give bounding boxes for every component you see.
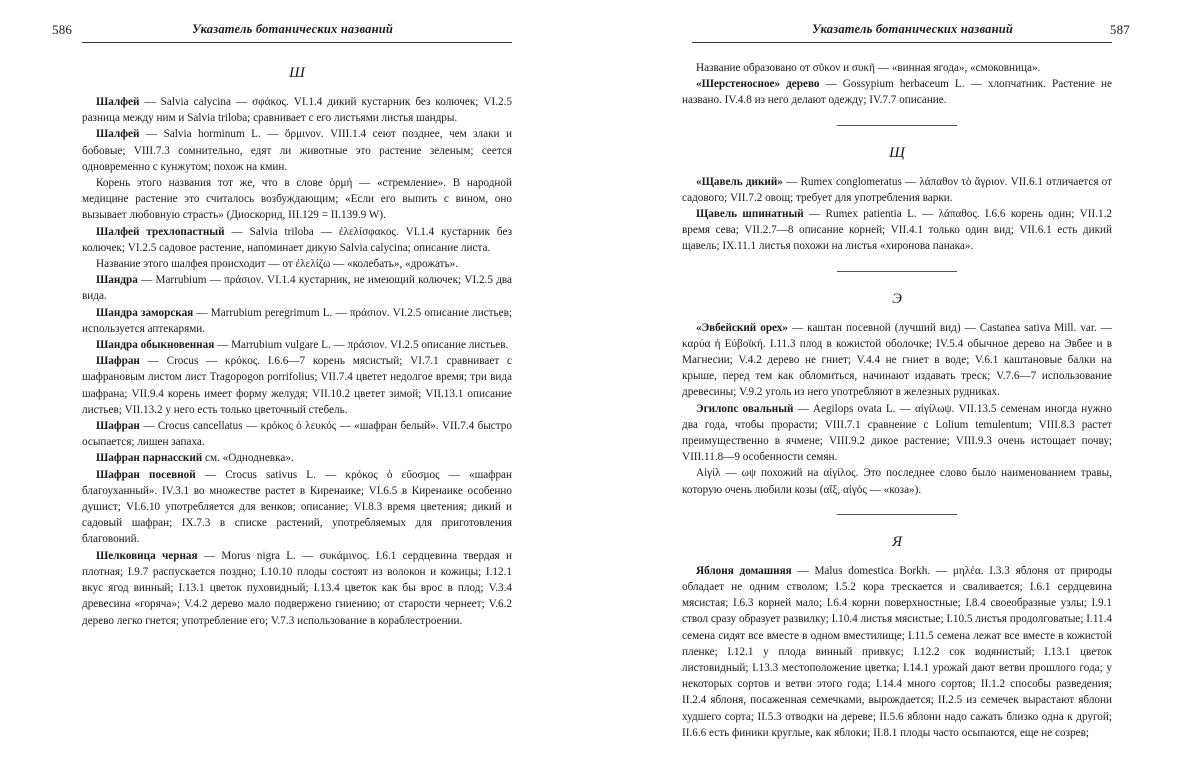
index-entry (682, 563, 1112, 741)
index-entry (682, 401, 1112, 466)
right-page (682, 0, 1130, 776)
entry-headword: Шалфей трехлопастный (96, 225, 225, 238)
entry-text: — Malus domestica Borkh. — μηλέα. I.3.3 яблоня от природы обладает не одним стволом; I.5.2 кора трескается и сваливается; I.6.1 сердцевина мясистая; I.6.3 корней мало; I.6.4 корни поверхностные; I.8.4 своеобразные узлы; I.9.1 ствол сразу образует развилку; I.10.4 листья мясистые; I.10.5 листья продолговатые; I.11.4 семена сидят все вместе в одном вместилище; I.11.5 семена лежат все вместе в кожистой пленке; I.12.1 у плода винный привкус; I.12.2 сок водянистый; I.13.1 цветок листовидный; I.13.3 местоположение цветка; I.14.1 урожай дают ветви прошлого года; у некоторых сортов и ветви этого года; I.14.4 много сортов; II.1.2 способы разведения; II.2.4 яблоня, посаженная семечками, вырождается; II.2.5 из семечек вырастают яблони худшего сорта; II.5.3 отводки на дереве; II.5.6 яблони надо сажать близко одна к другой; II.6.6 есть финики круглые, как яблоки; II.8.1 плоды часто осыпаются, еще не созрев; (682, 564, 1113, 739)
index-entry (82, 272, 512, 304)
entry-text: Название образовано от σῦκον и συκῆ — «винная ягода», «смоковница». (696, 62, 1041, 74)
entry-text: — Crocus sativus L. — κρόκος ὁ εὔοσμος — «шафран благоуханный». IV.3.1 во множестве растет в Киренаике; VI.6.5 в Киренаике особенно душист; VI.6.10 употребляется для венков; описание; VI.8.3 время цветения; дикий и садовый шафран; IX.7.3 в списке растений, употребляемых для приготовления благовоний. (82, 468, 512, 546)
section-divider (837, 125, 957, 126)
index-entry (82, 305, 512, 337)
index-entry (82, 548, 512, 629)
index-entry (82, 256, 512, 272)
entry-text: — Crocus cancellatus — κρόκος ὁ λευκός — «шафран белый». VII.7.4 быстро осыпается; лишен запаха. (82, 420, 512, 449)
page-body (682, 60, 1112, 741)
section-letter: Ш (289, 65, 305, 81)
index-entry (82, 450, 512, 466)
entry-headword: Шандра обыкновенная (96, 339, 215, 352)
entry-list (682, 320, 1112, 498)
entry-headword: Шалфей (96, 96, 140, 108)
entry-headword: Шафран парнасский (96, 452, 203, 465)
entry-text: Αἰγίλ — ωψ похожий на αἰγίλος. Это последнее слово было наименованием травы, которую очень любили козы (αἴξ, αἰγός — «коза»). (682, 467, 1112, 496)
entry-list (682, 60, 1112, 109)
running-header (682, 22, 1130, 42)
entry-text: — Marrubium peregrimum L. — πράσιον. VI.2.5 описание листьев; используется аптекарями. (82, 306, 512, 335)
entry-list (682, 174, 1112, 255)
entry-text: — Salvia calycina — σφάκος. VI.1.4 дикий кустарник без колючек; VI.2.5 разница между ним и Salvia triloba; сравнивает с его листьями листья шандры. (82, 96, 512, 125)
entry-headword: Шандра (96, 274, 138, 287)
entry-text: — Gossypium herbaceum L. — хлопчатник. Растение не названо. IV.4.8 из него делают одежду; IV.7.7 описание. (682, 78, 1112, 107)
index-entry (82, 126, 512, 175)
entry-headword: Шафран (96, 420, 140, 433)
entry-headword: Яблоня домашняя (696, 564, 792, 577)
entry-text: — Morus nigra L. — συκάμινος. I.6.1 сердцевина твердая и плотная; I.9.7 распускается поздно; I.10.10 плоды состоят из волокон и кожицы; I.12.1 вкус ягод винный; I.13.1 цветок пуховидный; I.13.4 цветок как бы врос в плод; V.3.4 древесина «горяча»; V.4.2 дерево мало подвержено гниению; от старости чернеет; V.6.2 дерево легко гнется; употребление его; V.7.3 использование в кораблестроении. (82, 549, 512, 627)
page-number: 587 (1109, 22, 1130, 37)
page-number: 586 (52, 22, 73, 37)
entry-headword: «Шерстеносное» дерево (696, 78, 820, 91)
index-entry (682, 465, 1112, 497)
page-body (82, 60, 512, 629)
index-entry (82, 175, 512, 224)
entry-text: — Salvia triloba — ἐλελίσφακος. VI.1.4 кустарник без колючек; VI.2.5 садовое растение, напоминает дикую Salvia calycina; описание листа. (82, 225, 512, 254)
entry-headword: «Щавель дикий» (696, 175, 783, 188)
entry-text: Корень этого названия тот же, что в слове ὁρμή — «стремление». В народной медицине растение это считалось возбуждающим; «Если его выпить с вином, оно вызывает любовную страсть» (Диоскорид, III.129 = II.139.9 W). (82, 177, 512, 222)
entry-headword: Шандра заморская (96, 306, 194, 319)
index-entry (82, 418, 512, 450)
entry-headword: «Эвбейский орех» (696, 321, 788, 334)
index-entry (682, 320, 1112, 401)
section-divider (837, 271, 957, 272)
left-page (52, 0, 512, 776)
running-header (52, 22, 512, 42)
entry-headword: Шелковица черная (96, 549, 198, 562)
entry-headword: Шафран (96, 355, 140, 368)
index-entry (682, 206, 1112, 255)
entry-headword: Эгилопс овальный (696, 402, 794, 415)
section-letter: Я (892, 533, 902, 550)
index-entry (682, 174, 1112, 206)
entry-text: — Crocus — κρόκος. I.6.6—7 корень мясистый; VI.7.1 сравнивает с шафрановым листом лист Tragopogon porrifolius; VII.7.4 цветет недолгое время; три вида шафрана; VII.9.4 корень имеет форму желудя; VII.10.2 цветет зимой; VII.13.1 описание листьев; VII.13.2 у него есть только цветочный стебель. (82, 355, 512, 416)
entry-text: — Marrubium — πράσιον. VI.1.4 кустарник, не имеющий колючек; VI.2.5 два вида. (82, 274, 512, 303)
entry-headword: Шафран посевной (96, 468, 196, 481)
entry-list (682, 563, 1112, 741)
header-rule (692, 42, 1112, 43)
index-entry (82, 224, 512, 256)
entry-text: — Rumex conglomeratus — λάπαθον τὸ ἄγριον. VII.6.1 отличается от садового; VII.7.2 овощ; требует для употребления варки. (682, 175, 1112, 204)
entry-list (82, 94, 512, 629)
section-list (682, 125, 1112, 741)
index-entry (82, 337, 512, 353)
entry-headword: Шалфей (96, 128, 140, 141)
section-letter: Э (892, 290, 902, 307)
index-entry (82, 94, 512, 126)
index-entry (82, 467, 512, 548)
running-title: Указатель ботанических названий (812, 22, 1014, 36)
entry-text: — каштан посевной (лучший вид) — Castanea sativa Mill. var. — καρύα ἡ Εὐβοϊκή. I.11.3 плод в кожистой оболочке; IV.5.4 обычное дерево на Эвбее и в Магнесии; V.4.2 дерево не гниет; V.4.4 не гниет в воде; V.6.1 каштановые балки на крыше, перед тем как обломиться, начинают издавать треск; V.7.6—7 использование древесины; V.9.2 уголь из него употребляют в железных рудниках. (682, 321, 1112, 399)
index-entry (682, 60, 1112, 76)
entry-text: — Aegilops ovata L. — αἰγίλωψ. VII.13.5 семенам иногда нужно два года, чтобы прорасти; VIII.7.1 сравнение с Lolium temulentum; VIII.8.3 растет преимущественно в ячмене; VIII.9.2 дикое растение; VIII.9.3 очень истощает почву; VIII.11.8—9 особенности семян. (682, 402, 1113, 464)
section-divider (837, 514, 957, 515)
section-letter: Щ (889, 144, 905, 161)
entry-text: Название этого шалфея происходит — от ἐλελίζω — «колебать», «дрожать». (96, 258, 459, 271)
header-rule (82, 42, 512, 43)
running-title: Указатель ботанических названий (192, 22, 394, 36)
index-entry (682, 76, 1112, 108)
entry-headword: Щавель шпинатный (696, 208, 804, 221)
entry-text: — Salvia horminum L. — ὅρμινον. VIII.1.4 сеют позднее, чем злаки и бобовые; VIII.7.3 сомнительно, едят ли животные это растение зеленым; сеется одновременно с кунжутом; похож на кмин. (82, 128, 512, 173)
entry-text: — Marrubium vulgare L. — πράσιον. VI.2.5 описание листьев. (214, 339, 509, 352)
entry-text: — Rumex patientia L. — λάπαθος. I.6.6 корень один; VII.1.2 время сева; VII.2.7—8 описание корней; VII.4.1 только один вид; VII.6.1 есть дикий щавель; IX.11.1 листья похожи на листья «хиронова панака». (682, 208, 1112, 253)
entry-text: см. «Однодневка». (202, 452, 294, 465)
index-entry (82, 353, 512, 418)
